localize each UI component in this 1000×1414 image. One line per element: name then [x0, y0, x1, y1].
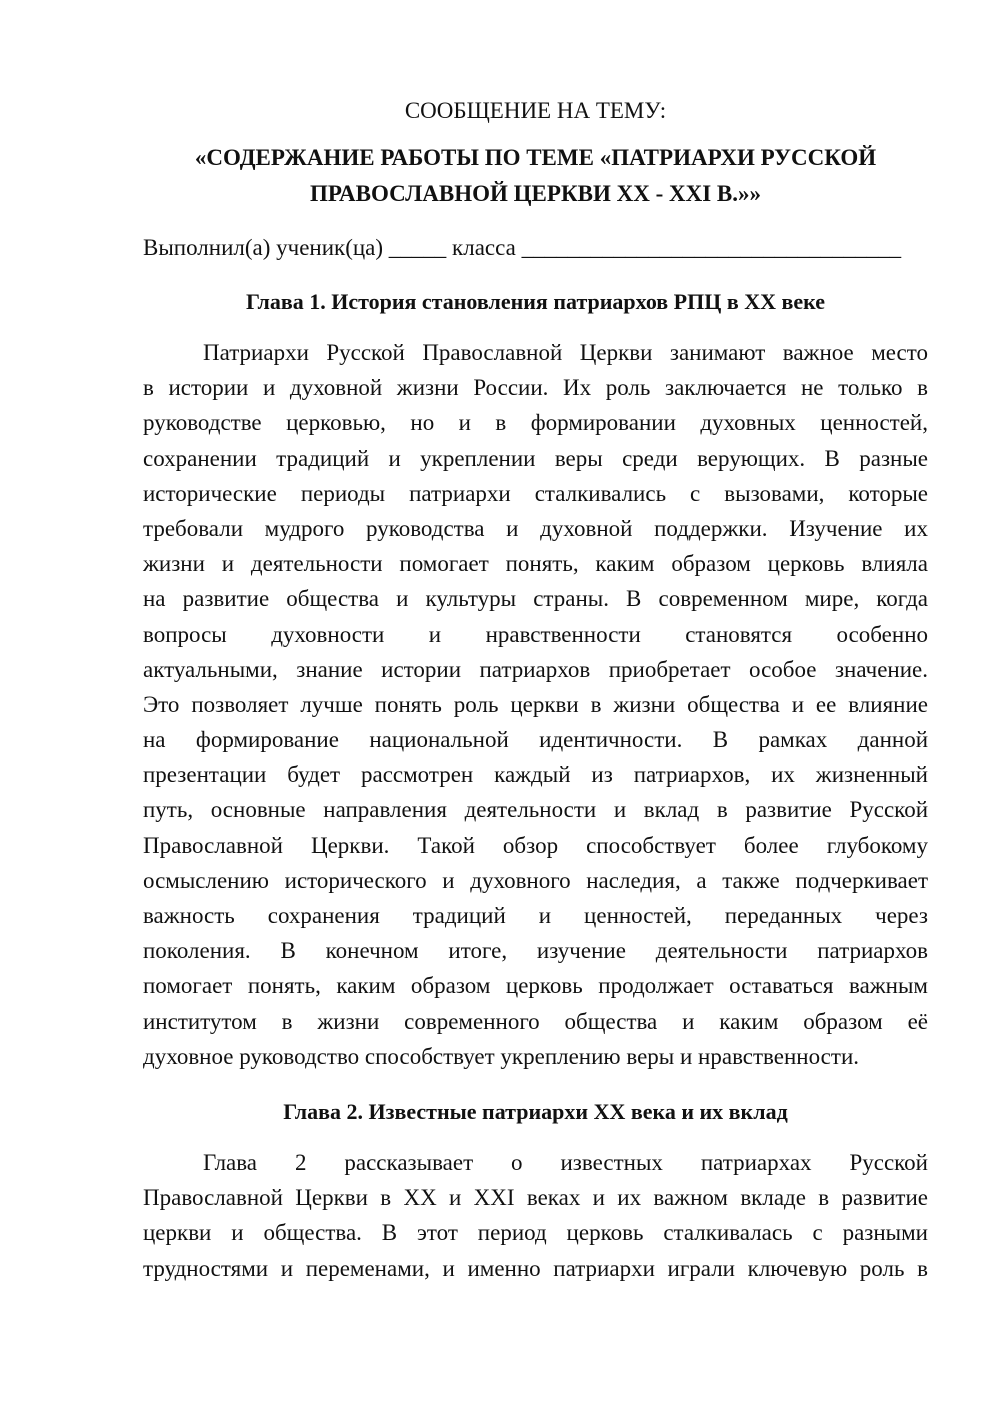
paragraph-line: Православной Церкви. Такой обзор способствует более глубокому — [143, 832, 928, 858]
paragraph-line: церкви и общества. В этот период церковь сталкивалась с разными — [143, 1220, 928, 1246]
chapter-2-heading: Глава 2. Известные патриархи XX века и их вклад — [283, 1099, 788, 1124]
paragraph-line: вопросы духовности и нравственности становятся особенно — [143, 621, 928, 647]
paragraph-line: Патриархи Русской Православной Церкви занимают важное место — [203, 340, 928, 365]
paragraph-line: важность сохранения традиций и ценностей, переданных через — [143, 903, 928, 928]
paragraph-line: требовали мудрого руководства и духовной поддержки. Изучение их — [143, 515, 928, 541]
paragraph-line: трудностями и переменами, и именно патриархи играли ключевую роль в — [143, 1255, 928, 1281]
paragraph-line: актуальными, знание истории патриархов приобретает особое значение. — [143, 656, 928, 682]
chapter-1-paragraph — [143, 335, 928, 1074]
document-header: СООБЩЕНИЕ НА ТЕМУ: — [404, 98, 667, 123]
paragraph-line: исторические периоды патриархи сталкивались с вызовами, которые — [143, 480, 928, 506]
author-line: Выполнил(а) ученик(ца) _____ класса _________________________________ — [143, 235, 902, 260]
paragraph-line: путь, основные направления деятельности и вклад в развитие Русской — [143, 797, 928, 823]
title-line: «СОДЕРЖАНИЕ РАБОТЫ ПО ТЕМЕ «ПАТРИАРХИ РУССКОЙ — [194, 145, 877, 170]
paragraph-line: сохранении традиций и укреплении веры среди верующих. В разные — [143, 445, 928, 471]
paragraph-line: поколения. В конечном итоге, изучение деятельности патриархов — [143, 938, 928, 964]
paragraph-line: на развитие общества и культуры страны. В современном мире, когда — [143, 586, 928, 612]
paragraph-line: Православной Церкви в XX и XXI веках и их важном вкладе в развитие — [143, 1185, 928, 1211]
paragraph-line: жизни и деятельности помогает понять, каким образом церковь влияла — [143, 551, 928, 577]
paragraph-line: институтом в жизни современного общества и каким образом её — [143, 1008, 928, 1034]
chapter-1-heading: Глава 1. История становления патриархов РПЦ в XX веке — [245, 289, 826, 314]
chapter-2-paragraph — [143, 1145, 928, 1286]
paragraph-line: Глава 2 рассказывает о известных патриархах Русской — [203, 1150, 928, 1175]
paragraph-line: в истории и духовной жизни России. Их роль заключается не только в — [143, 375, 928, 401]
paragraph-line: презентации будет рассмотрен каждый из патриархов, их жизненный — [143, 762, 928, 788]
paragraph-line: помогает понять, каким образом церковь продолжает оставаться важным — [143, 973, 928, 999]
paragraph-line: Это позволяет лучше понять роль церкви в жизни общества и ее влияние — [143, 691, 928, 717]
document-title — [143, 140, 928, 212]
title-line: ПРАВОСЛАВНОЙ ЦЕРКВИ XX - XXI В.»» — [310, 181, 761, 206]
paragraph-line: духовное руководство способствует укреплению веры и нравственности. — [143, 1043, 859, 1069]
paragraph-line: на формирование национальной идентичности. В рамках данной — [143, 727, 928, 753]
paragraph-line: осмыслению исторического и духовного наследия, а также подчеркивает — [143, 867, 928, 893]
paragraph-line: руководстве церковью, но и в формировании духовных ценностей, — [143, 410, 928, 436]
